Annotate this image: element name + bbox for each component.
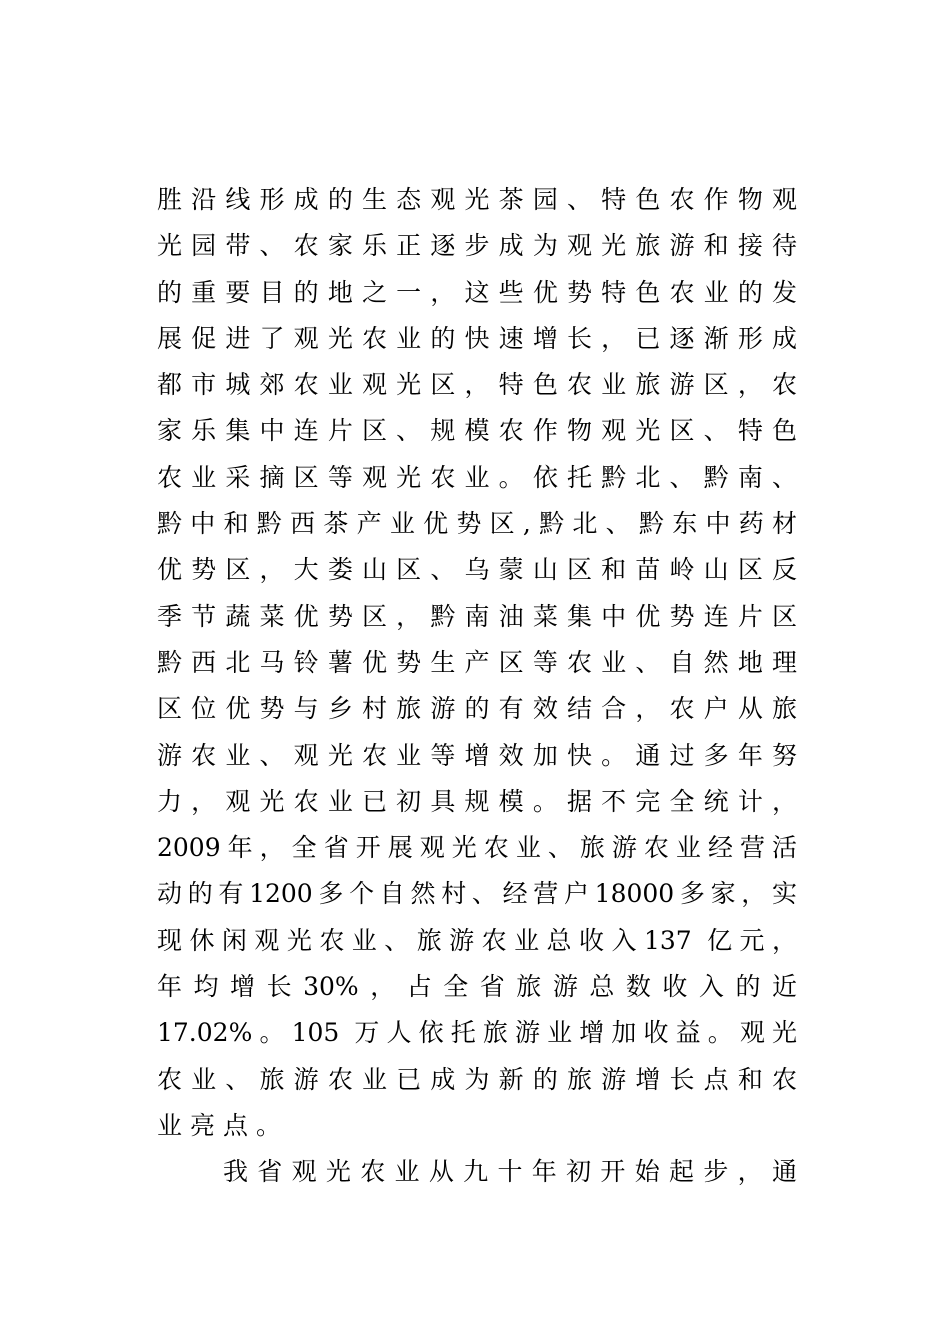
text-line-5: 都市城郊农业观光区，特色农业旅游区，农: [157, 370, 797, 400]
text-line-9: 优势区，大娄山区、乌蒙山区和苗岭山区反: [157, 555, 797, 585]
text-line-13: 游农业、观光农业等增效加快。通过多年努: [157, 740, 797, 770]
text-line-3: 的重要目的地之一，这些优势特色农业的发: [157, 277, 797, 307]
text-line-7: 农业采摘区等观光农业。依托黔北、黔南、: [157, 462, 797, 492]
text-line-21: 业亮点。: [157, 1110, 290, 1140]
text-line-4: 展促进了观光农业的快速增长，已逐渐形成: [157, 323, 797, 353]
text-line-14: 力，观光农业已初具规模。据不完全统计，: [157, 786, 797, 816]
text-line-6: 家乐集中连片区、规模农作物观光区、特色: [157, 416, 797, 446]
text-line-12: 区位优势与乡村旅游的有效结合，农户从旅: [157, 694, 797, 724]
text-line-1: 胜沿线形成的生态观光茶园、特色农作物观: [157, 185, 797, 214]
text-line-16: 动的有1200多个自然村、经营户18000多家，实: [157, 879, 797, 909]
text-line-10: 季节蔬菜优势区，黔南油菜集中优势连片区: [157, 601, 797, 631]
text-line-22-paragraph-start: 我省观光农业从九十年初开始起步，通: [223, 1157, 797, 1187]
text-line-15: 2009年，全省开展观光农业、旅游农业经营活: [157, 833, 797, 863]
body-text: [157, 180, 797, 1199]
text-line-19: 17.02%。105 万人依托旅游业增加收益。观光: [157, 1018, 797, 1048]
text-line-20: 农业、旅游农业已成为新的旅游增长点和农: [157, 1064, 797, 1094]
text-line-18: 年均增长30%，占全省旅游总数收入的近: [157, 972, 797, 1002]
text-line-8: 黔中和黔西茶产业优势区,黔北、黔东中药材: [157, 509, 797, 539]
text-line-17: 现休闲观光农业、旅游农业总收入137 亿元，: [157, 925, 797, 955]
text-line-11: 黔西北马铃薯优势生产区等农业、自然地理: [157, 647, 797, 677]
text-line-2: 光园带、农家乐正逐步成为观光旅游和接待: [157, 231, 797, 261]
